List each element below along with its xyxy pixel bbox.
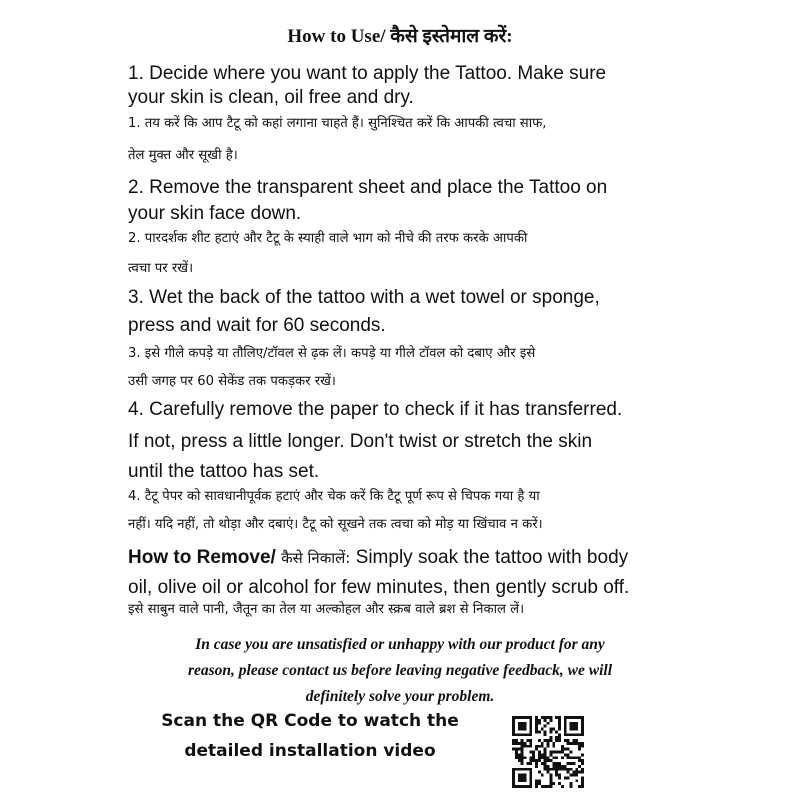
remove-line-1: [128, 546, 628, 570]
step-4-en-line-1: 4. Carefully remove the paper to check if it has transferred.: [128, 399, 623, 420]
step-3-en-line-1: 3. Wet the back of the tattoo with a wet towel or sponge,: [128, 287, 600, 308]
scan-text-line-1: Scan the QR Code to watch the: [161, 711, 459, 731]
qr-code-icon[interactable]: [512, 716, 584, 788]
step-2-hi-line-2: त्वचा पर रखें।: [128, 261, 194, 276]
page-title: How to Use/ कैसे इस्तेमाल करें:: [287, 26, 513, 47]
remove-label-hi: कैसे निकालें:: [281, 549, 351, 567]
step-2-en-line-2: your skin face down.: [128, 203, 302, 224]
step-4-en-line-3: until the tattoo has set.: [128, 461, 320, 482]
remove-hi-line: इसे साबुन वाले पानी, जैतून का तेल या अल्कोहल और स्क्रब वाले ब्रश से निकाल लें।: [128, 602, 525, 617]
step-2-hi-line-1: 2. पारदर्शक शीट हटाएं और टैटू के स्याही वाले भाग को नीचे की तरफ करके आपकी: [128, 231, 528, 246]
remove-label: How to Remove/: [128, 547, 276, 568]
step-1-hi-line-2: तेल मुक्त और सूखी है।: [128, 148, 238, 163]
step-1-en-line-1: 1. Decide where you want to apply the Tattoo. Make sure: [128, 63, 607, 84]
step-3-hi-line-2: उसी जगह पर 60 सेकेंड तक पकड़कर रखें।: [128, 374, 336, 389]
step-3-en-line-2: press and wait for 60 seconds.: [128, 315, 386, 336]
step-1-en-line-2: your skin is clean, oil free and dry.: [128, 87, 414, 108]
feedback-note-line-1: In case you are unsatisfied or unhappy with our product for any: [195, 636, 605, 653]
remove-text: Simply soak the tattoo with body: [355, 547, 629, 568]
feedback-note-line-2: reason, please contact us before leaving negative feedback, we will: [187, 662, 613, 679]
step-2-en-line-1: 2. Remove the transparent sheet and place the Tattoo on: [128, 177, 608, 198]
step-4-hi-line-2: नहीं। यदि नहीं, तो थोड़ा और दबाएं। टैटू को सूखने तक त्वचा को मोड़ या खिंचाव न करें।: [128, 517, 543, 532]
step-4-hi-line-1: 4. टैटू पेपर को सावधानीपूर्वक हटाएं और चेक करें कि टैटू पूर्ण रूप से चिपक गया है या: [128, 489, 540, 504]
scan-text-line-2: detailed installation video: [184, 741, 436, 761]
step-3-hi-line-1: 3. इसे गीले कपड़े या तौलिए/टॉवल से ढ़क लें। कपड़े या गीले टॉवल को दबाए और इसे: [128, 346, 536, 361]
remove-line-2: oil, olive oil or alcohol for few minutes, then gently scrub off.: [128, 577, 630, 598]
feedback-note-line-3: definitely solve your problem.: [305, 688, 495, 705]
step-1-hi-line-1: 1. तय करें कि आप टैटू को कहां लगाना चाहते हैं। सुनिश्चित करें कि आपकी त्वचा साफ,: [128, 116, 547, 131]
step-4-en-line-2: If not, press a little longer. Don't twist or stretch the skin: [128, 431, 593, 452]
